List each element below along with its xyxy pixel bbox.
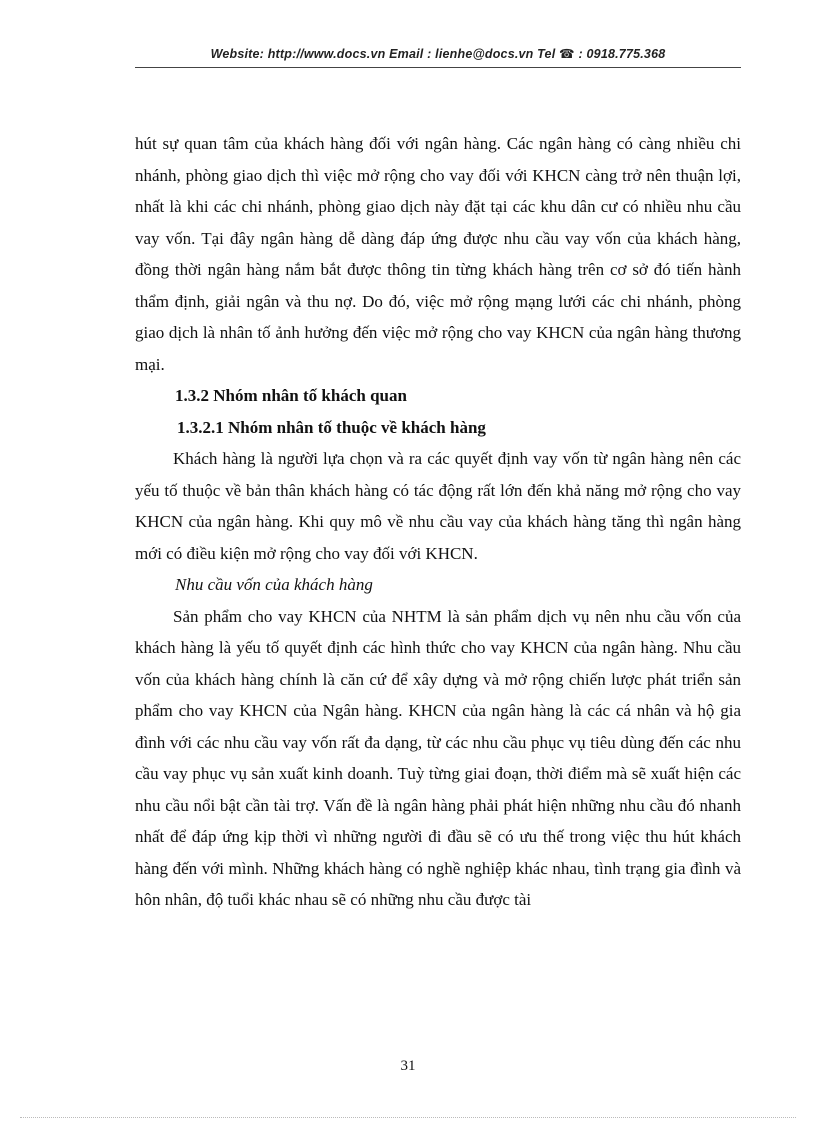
footer-divider xyxy=(20,1117,796,1118)
paragraph: Khách hàng là người lựa chọn và ra các quyết định vay vốn từ ngân hàng nên các yếu tố thuộc về bản thân khách hàng có tác động rất lớn đến khả năng mở rộng cho vay KHCN của ngân hàng. Khi quy mô về nhu cầu vay của khách hàng tăng thì ngân hàng mới có điều kiện mở rộng cho vay đối với KHCN. xyxy=(135,449,741,563)
section-heading: 1.3.2 Nhóm nhân tố khách quan xyxy=(175,386,407,405)
document-body xyxy=(135,128,741,916)
page-header: Website: http://www.docs.vn Email : lienhe@docs.vn Tel ☎ : 0918.775.368 xyxy=(210,47,666,61)
subsection-heading: 1.3.2.1 Nhóm nhân tố thuộc về khách hàng xyxy=(177,417,486,437)
page-number: 31 xyxy=(400,1058,416,1074)
italic-heading: Nhu cầu vốn của khách hàng xyxy=(175,575,373,594)
paragraph: Sản phẩm cho vay KHCN của NHTM là sản phẩm dịch vụ nên nhu cầu vốn của khách hàng là yếu tố quyết định các hình thức cho vay KHCN của ngân hàng. Nhu cầu vốn của khách hàng chính là căn cứ để xây dựng và mở rộng chiến lược phát triển sản phẩm cho vay KHCN của Ngân hàng. KHCN của ngân hàng là các cá nhân và hộ gia đình với các nhu cầu vay vốn rất đa dạng, từ các nhu cầu phục vụ tiêu dùng đến các nhu cầu vay phục vụ sản xuất kinh doanh. Tuỳ từng giai đoạn, thời điểm mà sẽ xuất hiện các nhu cầu nổi bật cần tài trợ. Vấn đề là ngân hàng phải phát hiện những nhu cầu đó nhanh nhất để đáp ứng kịp thời vì những người đi đầu sẽ có ưu thế trong việc thu hút khách hàng đến với mình. Những khách hàng có nghề nghiệp khác nhau, tình trạng gia đình và hôn nhân, độ tuổi khác nhau sẽ có những nhu cầu được tài xyxy=(135,606,741,909)
paragraph: hút sự quan tâm của khách hàng đối với ngân hàng. Các ngân hàng có càng nhiều chi nhánh, phòng giao dịch thì việc mở rộng cho vay đối với KHCN càng trở nên thuận lợi, nhất là khi các chi nhánh, phòng giao dịch này đặt tại các khu dân cư có nhiều nhu cầu vay vốn. Tại đây ngân hàng dễ dàng đáp ứng được nhu cầu vay vốn của khách hàng, đồng thời ngân hàng nắm bắt được thông tin từng khách hàng trên cơ sở đó tiến hành thẩm định, giải ngân và thu nợ. Do đó, việc mở rộng mạng lưới các chi nhánh, phòng giao dịch là nhân tố ảnh hưởng đến việc mở rộng cho vay KHCN của ngân hàng thương mại. xyxy=(135,134,741,374)
header-divider xyxy=(135,67,741,68)
